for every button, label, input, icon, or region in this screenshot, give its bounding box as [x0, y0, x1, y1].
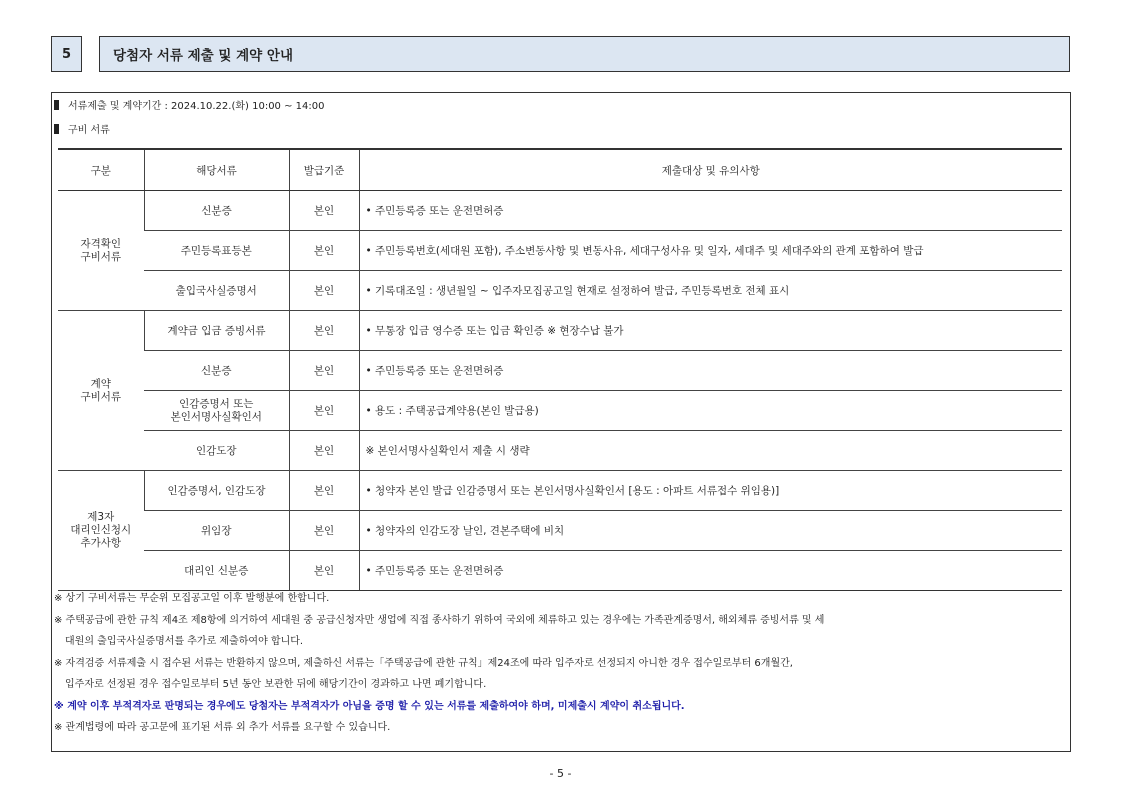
- table-row: [58, 351, 1062, 391]
- basis-cell: 본인: [289, 391, 359, 431]
- document-cell: 인감도장: [144, 431, 289, 471]
- category-cell: [58, 471, 144, 591]
- note-cell: • 주민등록증 또는 운전면허증: [359, 551, 1062, 591]
- table-row: [58, 511, 1062, 551]
- note-line: ※ 상기 구비서류는 무순위 모집공고일 이후 발행분에 한합니다.: [54, 593, 330, 604]
- note-line-continued: 대원의 출입국사실증명서를 추가로 제출하여야 합니다.: [65, 636, 304, 647]
- document-cell: 대리인 신분증: [144, 551, 289, 591]
- table-header-row: [58, 149, 1062, 191]
- category-cell: [58, 311, 144, 471]
- notes-section: [54, 588, 1066, 739]
- docs-text: 구비 서류: [68, 125, 110, 136]
- document-cell: 인감증명서, 인감도장: [144, 471, 289, 511]
- note-line-emphasis: ※ 계약 이후 부적격자로 판명되는 경우에도 당첨자는 부적격자가 아님을 증명 할 수 있는 서류를 제출하여야 하며, 미제출시 계약이 취소됩니다.: [54, 700, 685, 712]
- note-cell: • 용도 : 주택공급계약용(본인 발급용): [359, 391, 1062, 431]
- document-cell: 계약금 입금 증빙서류: [144, 311, 289, 351]
- table-row: [58, 431, 1062, 471]
- table-row: [58, 231, 1062, 271]
- table-row: [58, 471, 1062, 511]
- square-bullet-icon: [54, 124, 59, 134]
- document-cell: 주민등록표등본: [144, 231, 289, 271]
- category-label: 제3자 대리인신청시 추가사항: [70, 511, 132, 549]
- document-cell: 신분증: [144, 191, 289, 231]
- note-line: ※ 자격검증 서류제출 시 접수된 서류는 반환하지 않으며, 제출하신 서류는「주택공급에 관한 규칙」제24조에 따라 입주자로 선정되지 아니한 경우 접수일로부터 6개월간,: [54, 657, 793, 669]
- note-cell: • 청약자 본인 발급 인감증명서 또는 본인서명사실확인서 [용도 : 아파트 서류접수 위임용)]: [359, 471, 1062, 511]
- note-cell: • 청약자의 인감도장 날인, 견본주택에 비치: [359, 511, 1062, 551]
- category-cell: [58, 191, 144, 311]
- note-cell: ※ 본인서명사실확인서 제출 시 생략: [359, 431, 1062, 471]
- table-row: [58, 391, 1062, 431]
- header-notes: 제출대상 및 유의사항: [359, 149, 1062, 191]
- section-number: 5: [51, 36, 82, 72]
- category-label: 계약 구비서류: [80, 377, 122, 403]
- document-cell: [144, 391, 289, 431]
- note-line: ※ 주택공급에 관한 규칙 제4조 제8항에 의거하여 세대원 중 공급신청자만 생업에 직접 종사하기 위하여 국외에 체류하고 있는 경우에는 가족관계증명서, 해외체류 증빙서류 및 세: [54, 614, 825, 626]
- basis-cell: 본인: [289, 431, 359, 471]
- basis-cell: 본인: [289, 311, 359, 351]
- table-row: [58, 311, 1062, 351]
- table-row: [58, 271, 1062, 311]
- basis-cell: 본인: [289, 471, 359, 511]
- category-label: 자격확인 구비서류: [80, 237, 122, 263]
- note-cell: • 주민등록증 또는 운전면허증: [359, 191, 1062, 231]
- schedule-line: [54, 97, 324, 112]
- schedule-text: 서류제출 및 계약기간 : 2024.10.22.(화) 10:00 ~ 14:00: [68, 101, 325, 112]
- basis-cell: 본인: [289, 271, 359, 311]
- header-document: 해당서류: [144, 149, 289, 191]
- table-row: [58, 191, 1062, 231]
- basis-cell: 본인: [289, 551, 359, 591]
- basis-cell: 본인: [289, 231, 359, 271]
- docs-line: [54, 121, 110, 136]
- content-box: [51, 92, 1071, 752]
- header-category: 구분: [58, 149, 144, 191]
- note-line: ※ 관계법령에 따라 공고문에 표기된 서류 외 추가 서류를 요구할 수 있습니다.: [54, 722, 391, 733]
- document-cell: 출입국사실증명서: [144, 271, 289, 311]
- document-cell: 위임장: [144, 511, 289, 551]
- note-cell: • 주민등록증 또는 운전면허증: [359, 351, 1062, 391]
- table-row: [58, 551, 1062, 591]
- square-bullet-icon: [54, 100, 59, 110]
- note-cell: • 무통장 입금 영수증 또는 입금 확인증 ※ 현장수납 불가: [359, 311, 1062, 351]
- documents-table: [58, 148, 1062, 591]
- document-cell: 신분증: [144, 351, 289, 391]
- basis-cell: 본인: [289, 511, 359, 551]
- basis-cell: 본인: [289, 351, 359, 391]
- basis-cell: 본인: [289, 191, 359, 231]
- page-number: - 5 -: [549, 767, 572, 780]
- note-line-continued: 입주자로 선정된 경우 접수일로부터 5년 동안 보관한 뒤에 해당기간이 경과하고 나면 폐기합니다.: [65, 679, 487, 690]
- note-cell: • 기록대조일 : 생년월일 ~ 입주자모집공고일 현재로 설정하여 발급, 주민등록번호 전체 표시: [359, 271, 1062, 311]
- document-label: 인감증명서 또는 본인서명사실확인서: [170, 397, 262, 423]
- section-title: 당첨자 서류 제출 및 계약 안내: [99, 36, 1070, 72]
- header-basis: 발급기준: [289, 149, 359, 191]
- note-cell: • 주민등록번호(세대원 포함), 주소변동사항 및 변동사유, 세대구성사유 및 일자, 세대주 및 세대주와의 관계 포함하여 발급: [359, 231, 1062, 271]
